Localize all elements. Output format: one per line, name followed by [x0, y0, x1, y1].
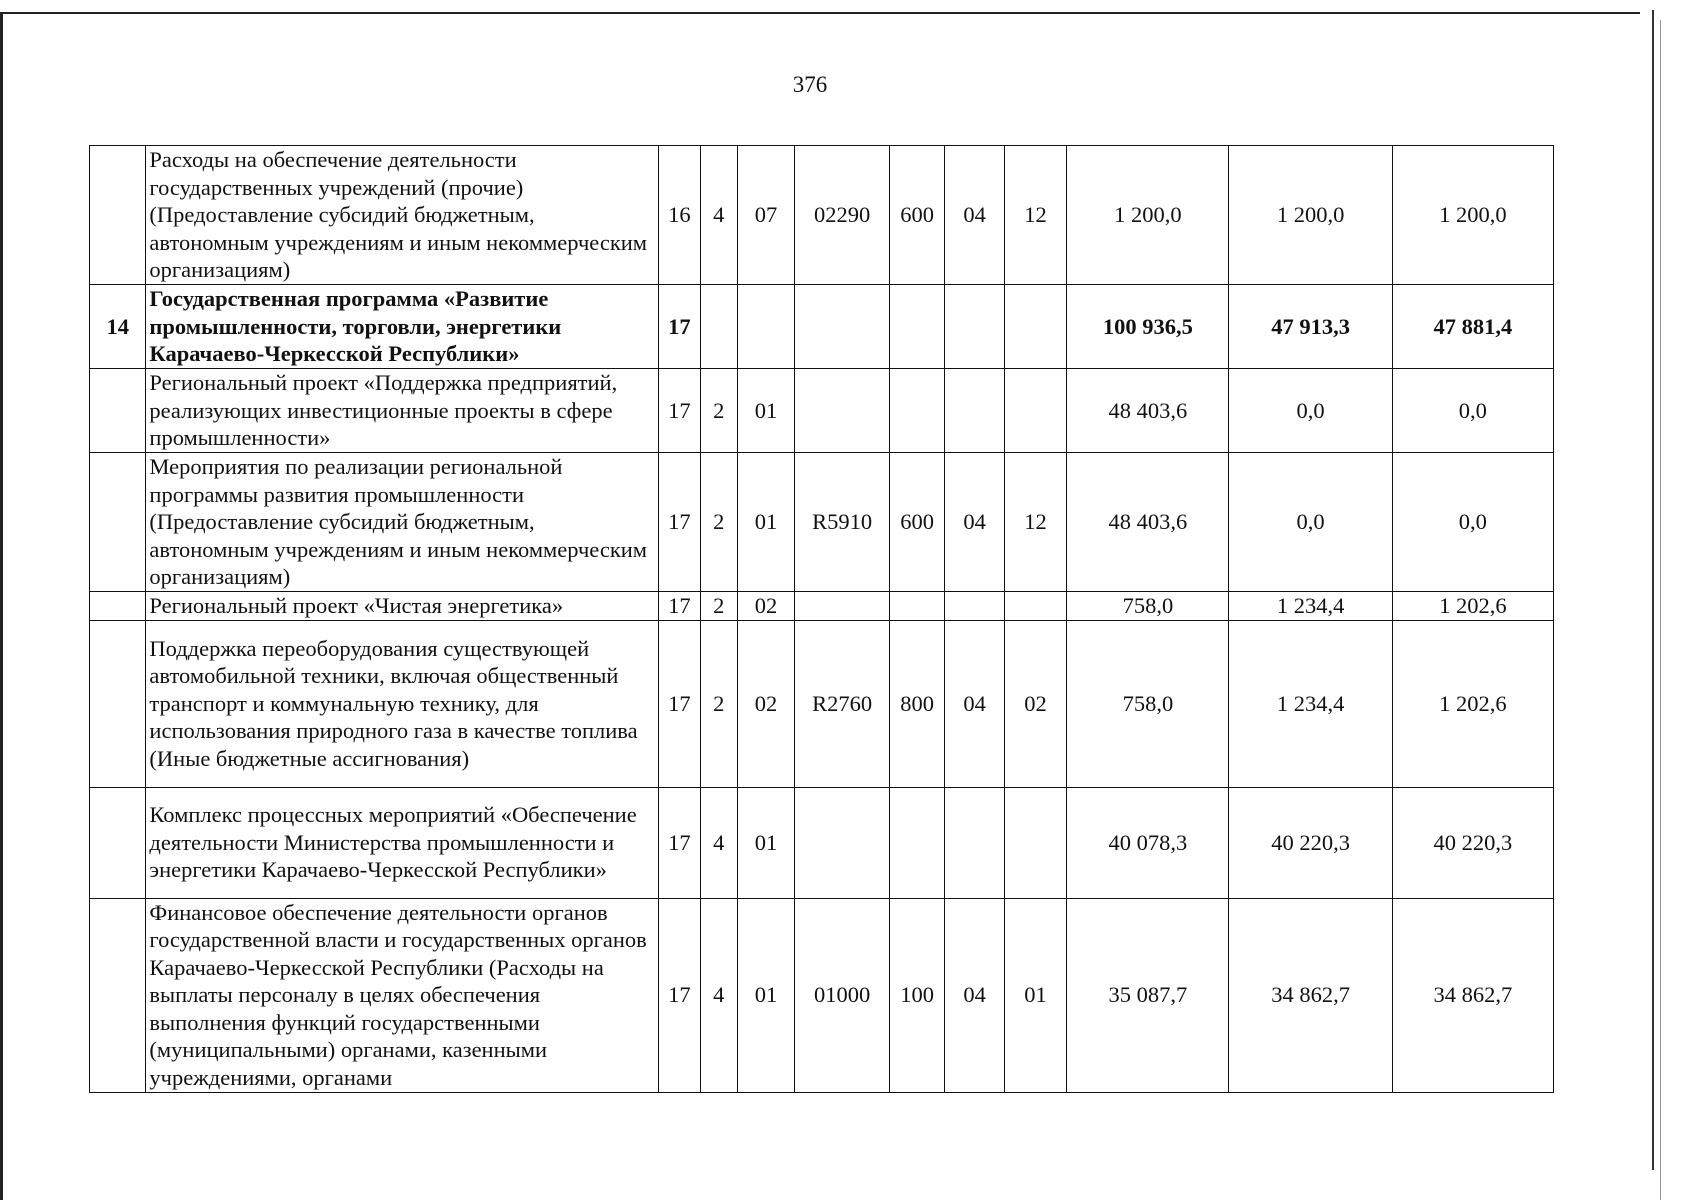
code-subsection: [1004, 369, 1066, 453]
code-ministry: 17: [659, 453, 700, 592]
code-section: [945, 787, 1004, 898]
code-expense-type: [889, 369, 944, 453]
code-expense-type: 600: [889, 146, 944, 285]
sum-year-1: 758,0: [1067, 620, 1229, 787]
sum-year-1: 40 078,3: [1067, 787, 1229, 898]
code-ministry: 17: [659, 285, 700, 369]
sum-year-1: 48 403,6: [1067, 369, 1229, 453]
row-number: [90, 592, 146, 621]
code-subprogram: 02: [737, 620, 794, 787]
code-subsection: [1004, 592, 1066, 621]
code-ministry: 17: [659, 592, 700, 621]
row-number: [90, 620, 146, 787]
table-row: [90, 787, 1554, 898]
sum-year-2: 1 234,4: [1229, 620, 1392, 787]
row-name: Поддержка переоборудования существующей автомобильной техники, включая общественный транспорт и коммунальную технику, для использования природного газа в качестве топлива (Иные бюджетные ассигнования): [146, 620, 659, 787]
code-section: 04: [945, 620, 1004, 787]
code-ministry: 17: [659, 620, 700, 787]
code-subprogram: 01: [737, 898, 794, 1092]
sum-year-2: 40 220,3: [1229, 787, 1392, 898]
row-name: Мероприятия по реализации региональной программы развития промышленности (Предоставление субсидий бюджетным, автономным учреждениям и иным некоммерческим организациям): [146, 453, 659, 592]
sum-year-3: 0,0: [1392, 453, 1553, 592]
scan-border-right: [1652, 10, 1654, 1170]
row-number: [90, 453, 146, 592]
table-row: [90, 898, 1554, 1092]
sum-year-2: 0,0: [1229, 369, 1392, 453]
code-expense-type: 600: [889, 453, 944, 592]
code-direction: 01000: [795, 898, 890, 1092]
row-name: Региональный проект «Поддержка предприятий, реализующих инвестиционные проекты в сфере промышленности»: [146, 369, 659, 453]
row-name: Государственная программа «Развитие промышленности, торговли, энергетики Карачаево-Черкесской Республики»: [146, 285, 659, 369]
sum-year-1: 35 087,7: [1067, 898, 1229, 1092]
sum-year-1: 758,0: [1067, 592, 1229, 621]
code-subprogram: 01: [737, 453, 794, 592]
code-type: 4: [700, 146, 737, 285]
code-direction: [795, 369, 890, 453]
sum-year-2: 34 862,7: [1229, 898, 1392, 1092]
table-row: [90, 620, 1554, 787]
scan-border-top: [0, 12, 1640, 14]
sum-year-2: 1 200,0: [1229, 146, 1392, 285]
sum-year-3: 40 220,3: [1392, 787, 1553, 898]
code-subsection: 12: [1004, 453, 1066, 592]
code-type: 2: [700, 620, 737, 787]
row-number: [90, 369, 146, 453]
sum-year-1: 48 403,6: [1067, 453, 1229, 592]
code-expense-type: 800: [889, 620, 944, 787]
code-direction: [795, 787, 890, 898]
code-subsection: 02: [1004, 620, 1066, 787]
code-direction: [795, 592, 890, 621]
code-section: 04: [945, 453, 1004, 592]
row-number: 14: [90, 285, 146, 369]
table-row: [90, 369, 1554, 453]
code-section: [945, 285, 1004, 369]
row-name: Финансовое обеспечение деятельности органов государственной власти и государственных органов Карачаево-Черкесской Республики (Расходы на выплаты персоналу в целях обеспечения выполнения функций государственными (муниципальными) органами, казенными учреждениями, органами: [146, 898, 659, 1092]
row-number: [90, 898, 146, 1092]
row-number: [90, 787, 146, 898]
table-row: [90, 453, 1554, 592]
code-direction: 02290: [795, 146, 890, 285]
code-ministry: 17: [659, 369, 700, 453]
row-name: Расходы на обеспечение деятельности государственных учреждений (прочие) (Предоставление субсидий бюджетным, автономным учреждениям и иным некоммерческим организациям): [146, 146, 659, 285]
code-subprogram: 01: [737, 369, 794, 453]
row-name: Региональный проект «Чистая энергетика»: [146, 592, 659, 621]
code-direction: R2760: [795, 620, 890, 787]
code-type: 4: [700, 898, 737, 1092]
sum-year-1: 1 200,0: [1067, 146, 1229, 285]
code-direction: R5910: [795, 453, 890, 592]
page-number: 376: [792, 72, 828, 97]
code-expense-type: [889, 787, 944, 898]
sum-year-3: 1 202,6: [1392, 620, 1553, 787]
code-ministry: 17: [659, 787, 700, 898]
row-name: Комплекс процессных мероприятий «Обеспечение деятельности Министерства промышленности и энергетики Карачаево-Черкесской Республики»: [146, 787, 659, 898]
code-subsection: 12: [1004, 146, 1066, 285]
code-type: 4: [700, 787, 737, 898]
code-type: 2: [700, 453, 737, 592]
scan-border-left: [0, 12, 3, 1200]
sum-year-3: 0,0: [1392, 369, 1553, 453]
sum-year-3: 34 862,7: [1392, 898, 1553, 1092]
sum-year-2: 47 913,3: [1229, 285, 1392, 369]
code-type: 2: [700, 369, 737, 453]
code-ministry: 16: [659, 146, 700, 285]
sum-year-2: 1 234,4: [1229, 592, 1392, 621]
code-expense-type: [889, 592, 944, 621]
sum-year-3: 1 202,6: [1392, 592, 1553, 621]
code-expense-type: 100: [889, 898, 944, 1092]
code-direction: [795, 285, 890, 369]
code-subsection: 01: [1004, 898, 1066, 1092]
code-subprogram: 07: [737, 146, 794, 285]
row-number: [90, 146, 146, 285]
scan-border-right-faint: [1660, 20, 1661, 1200]
code-subsection: [1004, 787, 1066, 898]
code-section: [945, 369, 1004, 453]
table-row: [90, 146, 1554, 285]
code-ministry: 17: [659, 898, 700, 1092]
sum-year-1: 100 936,5: [1067, 285, 1229, 369]
code-subprogram: 01: [737, 787, 794, 898]
budget-table: [89, 145, 1554, 1093]
code-subprogram: [737, 285, 794, 369]
sum-year-3: 47 881,4: [1392, 285, 1553, 369]
code-expense-type: [889, 285, 944, 369]
sum-year-2: 0,0: [1229, 453, 1392, 592]
code-section: [945, 592, 1004, 621]
code-subsection: [1004, 285, 1066, 369]
table-row: [90, 592, 1554, 621]
code-section: 04: [945, 898, 1004, 1092]
table-row: [90, 285, 1554, 369]
code-section: 04: [945, 146, 1004, 285]
sum-year-3: 1 200,0: [1392, 146, 1553, 285]
code-type: 2: [700, 592, 737, 621]
code-subprogram: 02: [737, 592, 794, 621]
code-type: [700, 285, 737, 369]
